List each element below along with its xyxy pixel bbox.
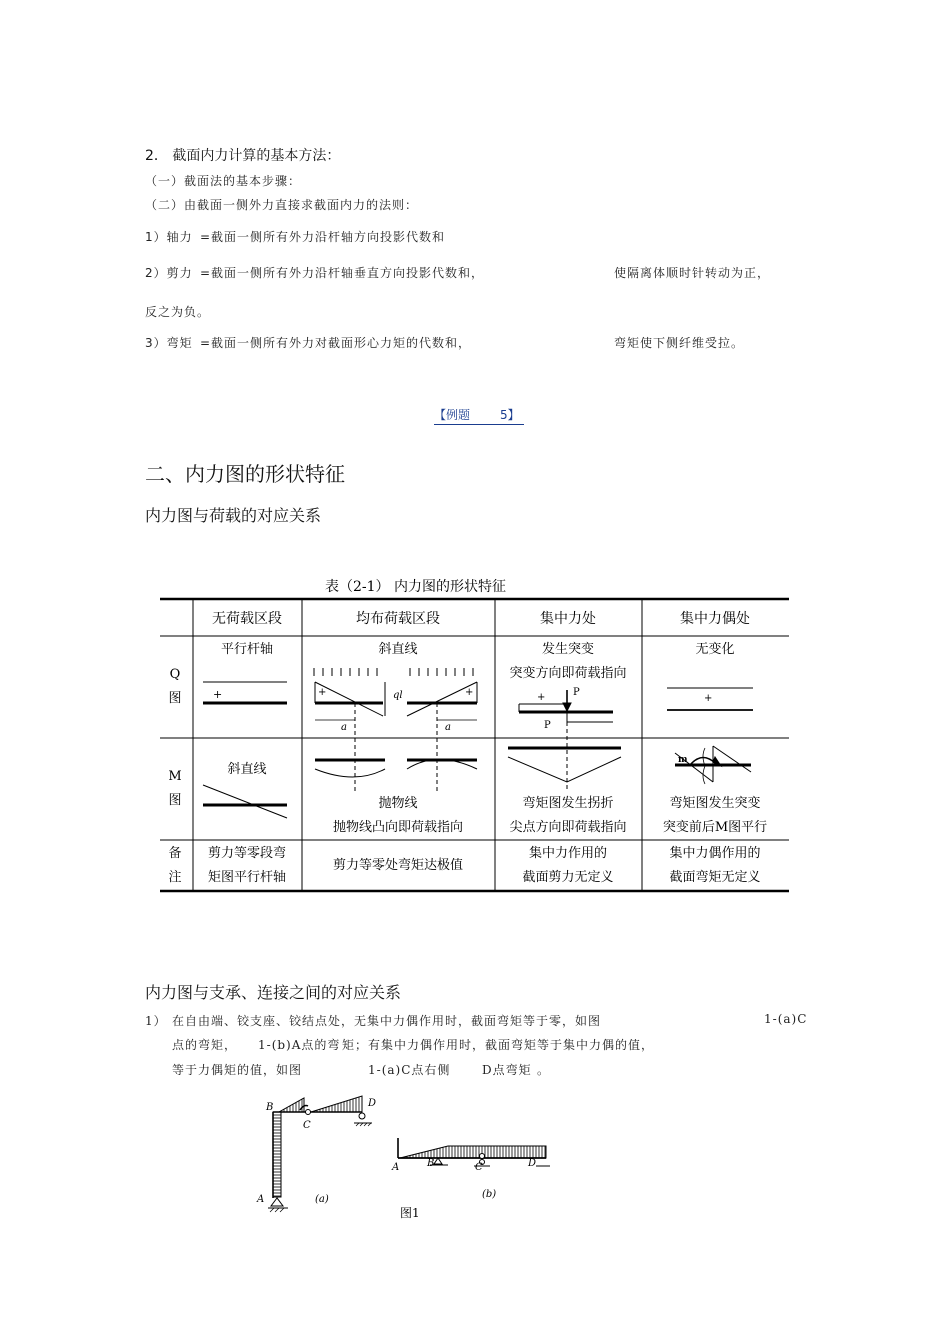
m-diagram-point-moment: [675, 746, 751, 784]
m-diagram-uniform: [315, 760, 477, 778]
remark-point-moment: 集中力偶作用的: [669, 846, 761, 861]
m-moment-text: 突变前后M图平行: [662, 820, 768, 835]
q-moment-text: 无变化: [695, 642, 735, 657]
paragraph-text: 点的弯矩，: [172, 1038, 238, 1052]
paragraph-text: 在自由端、铰支座、铰结点处，无集中力偶作用时，截面弯矩等于零，如图: [172, 1014, 602, 1028]
figure-a-label: (a): [315, 1194, 329, 1205]
plus-sign: +: [213, 688, 223, 701]
q-force-text: 发生突变: [541, 642, 595, 657]
ql-label: ql: [393, 690, 403, 701]
section-title: 二、内力图的形状特征: [145, 462, 345, 486]
rule-text: =截面一侧所有外力沿杆轴垂直方向投影代数和，: [200, 266, 485, 280]
remark-point-moment: 截面弯矩无定义: [669, 870, 761, 885]
rule-text: 使隔离体顺时针转动为正，: [614, 266, 771, 280]
row-label-m: M: [168, 769, 182, 784]
m-moment-text: 弯矩图发生突变: [669, 796, 761, 811]
plus-sign: +: [465, 687, 474, 698]
col-header-point-force: 集中力处: [540, 611, 596, 627]
paragraph-text: 等于力偶矩的值，如图: [172, 1063, 303, 1077]
p-label: P: [573, 687, 580, 698]
rule-text: =截面一侧所有外力对截面形心力矩的代数和，: [200, 336, 472, 350]
m-diagram-no-load: [203, 785, 287, 818]
remark-uniform: 剪力等零处弯矩达极值: [332, 858, 464, 873]
remark-no-load: 剪力等零段弯: [207, 846, 287, 861]
section-heading: 2． 截面内力计算的基本方法：: [145, 148, 341, 164]
text-line: （二）由截面一侧外力直接求截面内力的法则：: [145, 198, 419, 212]
q-uniform-text: 斜直线: [378, 642, 418, 657]
point-label: B: [427, 1158, 435, 1169]
row-label-m: 图: [168, 793, 182, 808]
figure-reference: 1-(a)C点右侧: [368, 1063, 451, 1077]
point-label: A: [257, 1194, 265, 1205]
rule-text: 弯矩使下侧纤维受拉。: [614, 336, 745, 350]
row-label-remark: 备: [168, 846, 182, 861]
text-line: （一）截面法的基本步骤：: [145, 174, 302, 188]
m-uniform-text: 抛物线: [378, 796, 418, 811]
example-link-label[interactable]: 【例题: [434, 408, 471, 422]
example-link[interactable]: [434, 406, 524, 425]
paragraph-text: 矩；有集中力偶作用时，截面弯矩等于集中力偶的值，: [342, 1038, 655, 1052]
row-label-q: 图: [168, 691, 182, 706]
point-label: A: [392, 1162, 400, 1173]
plus-sign: +: [704, 693, 713, 704]
shape-feature-table: [155, 570, 795, 900]
subsection-title: 内力图与支承、连接之间的对应关系: [145, 983, 402, 1002]
remark-no-load: 矩图平行杆轴: [207, 870, 287, 885]
col-header-uniform-load: 均布荷载区段: [356, 611, 440, 627]
figure-b-label: (b): [482, 1189, 497, 1200]
subsection-title: 内力图与荷载的对应关系: [145, 506, 322, 525]
q-diagram-uniform: [314, 668, 477, 792]
remark-point-force: 集中力作用的: [528, 846, 608, 861]
rule-number: 1）轴力: [145, 230, 193, 244]
rule-text: =截面一侧所有外力沿杆轴方向投影代数和: [200, 230, 446, 244]
m-force-text: 弯矩图发生拐折: [522, 796, 614, 811]
p-label: P: [544, 720, 551, 731]
q-diagram-point-force: [519, 690, 613, 792]
row-label-q: Q: [169, 667, 181, 682]
m-diagram-point-force: [508, 748, 621, 782]
paragraph-number: 1）: [145, 1014, 167, 1028]
figure-caption: 图1: [400, 1206, 420, 1220]
figure-1: [250, 1090, 560, 1225]
table-caption: 表（2-1） 内力图的形状特征: [325, 579, 506, 595]
point-label: D: [528, 1158, 537, 1169]
row-label-remark: 注: [168, 870, 182, 885]
plus-sign: +: [318, 687, 327, 698]
q-no-load-text: 平行杆轴: [220, 642, 274, 657]
point-label: C: [475, 1162, 483, 1173]
example-link-number[interactable]: 5】: [500, 408, 520, 422]
point-label: B: [266, 1102, 274, 1113]
a-label: a: [341, 722, 347, 733]
paragraph-text: 。: [537, 1063, 551, 1077]
point-label: C: [303, 1120, 311, 1131]
m-no-load-text: 斜直线: [227, 762, 267, 777]
a-label: a: [445, 722, 451, 733]
col-header-no-load: 无荷载区段: [212, 611, 282, 627]
rule-text: 反之为负。: [145, 305, 211, 319]
figure-reference: D点弯矩: [482, 1063, 532, 1077]
col-header-point-moment: 集中力偶处: [680, 611, 750, 627]
figure-reference: 1-(b)A点的弯: [258, 1038, 341, 1052]
rule-number: 3）弯矩: [145, 336, 193, 350]
m-force-text: 尖点方向即荷载指向: [509, 820, 627, 835]
point-label: D: [368, 1098, 377, 1109]
m-uniform-text: 抛物线凸向即荷载指向: [332, 820, 464, 835]
q-force-text: 突变方向即荷载指向: [509, 666, 627, 681]
plus-sign: +: [537, 692, 546, 703]
remark-point-force: 截面剪力无定义: [522, 870, 614, 885]
rule-number: 2）剪力: [145, 266, 193, 280]
figure-reference: 1-(a)C: [764, 1012, 808, 1026]
m-label: m: [678, 755, 688, 765]
